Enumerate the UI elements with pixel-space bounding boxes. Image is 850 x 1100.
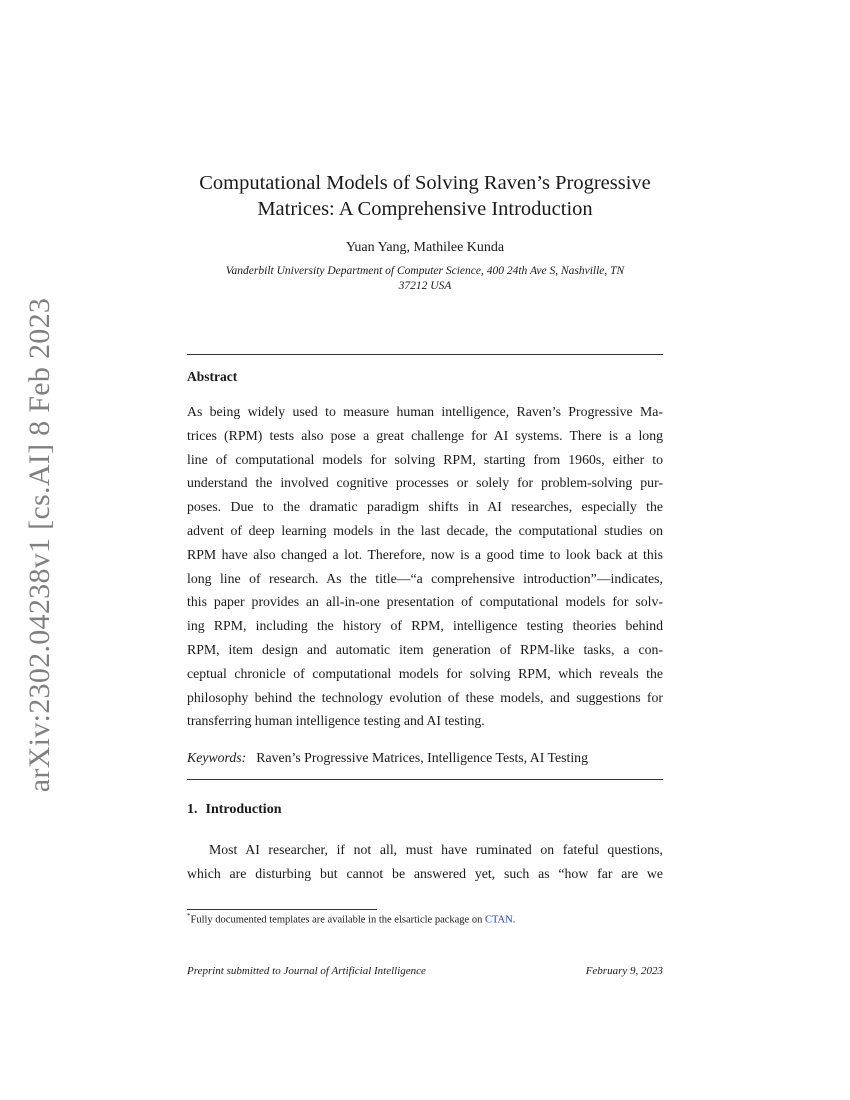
abstract-line: advent of deep learning models in the last decade, the computational studies on xyxy=(187,522,663,538)
footnote-rule xyxy=(187,909,377,910)
paper-title: Computational Models of Solving Raven’s Progressive Matrices: A Comprehensive Introduction xyxy=(199,172,651,220)
section-number: 1. xyxy=(187,802,198,817)
keywords xyxy=(187,750,663,766)
abstract-line: line of computational models for solving RPM, starting from 1960s, either to xyxy=(187,451,663,467)
footnote-text: Fully documented templates are available in the elsarticle package on xyxy=(190,914,483,926)
abstract-line: RPM, item design and automatic item generation of RPM-like tasks, a con- xyxy=(187,641,663,657)
abstract-line: long line of research. As the title—“a comprehensive introduction”—indicates, xyxy=(187,570,663,586)
abstract-line: understand the involved cognitive processes or solely for problem-solving pur- xyxy=(187,475,663,491)
keywords-label: Keywords: xyxy=(187,750,247,765)
abstract-line: philosophy behind the technology evolution of these models, and suggestions for xyxy=(187,689,663,705)
abstract-line: transferring human intelligence testing and AI testing. xyxy=(187,713,485,729)
abstract-line: poses. Due to the dramatic paradigm shifts in AI researches, especially the xyxy=(187,499,663,515)
keywords-list: Raven’s Progressive Matrices, Intelligence Tests, AI Testing xyxy=(256,750,588,765)
section-title: Introduction xyxy=(205,802,282,817)
abstract-line: this paper provides an all-in-one presentation of computational models for solv- xyxy=(187,594,663,610)
ctan-link[interactable]: CTAN xyxy=(484,914,513,926)
introduction-body xyxy=(187,838,663,886)
footer-date: February 9, 2023 xyxy=(585,965,663,977)
abstract-line: As being widely used to measure human intelligence, Raven’s Progressive Ma- xyxy=(187,404,663,419)
paragraph-line: which are disturbing but cannot be answered yet, such as “how far are we xyxy=(187,865,663,881)
abstract-line: trices (RPM) tests also pose a great challenge for AI systems. There is a long xyxy=(187,427,663,443)
affiliation-line: 37212 USA xyxy=(398,280,452,292)
footer-journal: Preprint submitted to Journal of Artificial Intelligence xyxy=(187,965,426,977)
footnote xyxy=(187,912,515,926)
abstract-line: ceptual chronicle of computational models for solving RPM, which reveals the xyxy=(187,665,663,681)
abstract-body xyxy=(187,400,663,733)
abstract-bottom-rule xyxy=(187,779,663,780)
arxiv-identifier: arXiv:2302.04238v1 [cs.AI] 8 Feb 2023 xyxy=(23,297,56,793)
footnote-mark: * xyxy=(187,912,191,920)
author-affiliation xyxy=(192,264,658,294)
section-heading-introduction xyxy=(187,802,281,818)
abstract-line: ing RPM, including the history of RPM, intelligence testing theories behind xyxy=(187,618,663,634)
affiliation-line: Vanderbilt University Department of Computer Science, 400 24th Ave S, Nashville, TN xyxy=(225,265,625,277)
abstract-line: RPM have also changed a lot. Therefore, now is a good time to look back at this xyxy=(187,546,663,562)
abstract-heading: Abstract xyxy=(187,369,238,384)
paper-authors: Yuan Yang, Mathilee Kunda xyxy=(345,240,505,255)
paragraph-line: Most AI researcher, if not all, must have ruminated on fateful questions, xyxy=(209,842,663,857)
footnote-end: . xyxy=(512,914,516,926)
abstract-top-rule xyxy=(187,354,663,355)
